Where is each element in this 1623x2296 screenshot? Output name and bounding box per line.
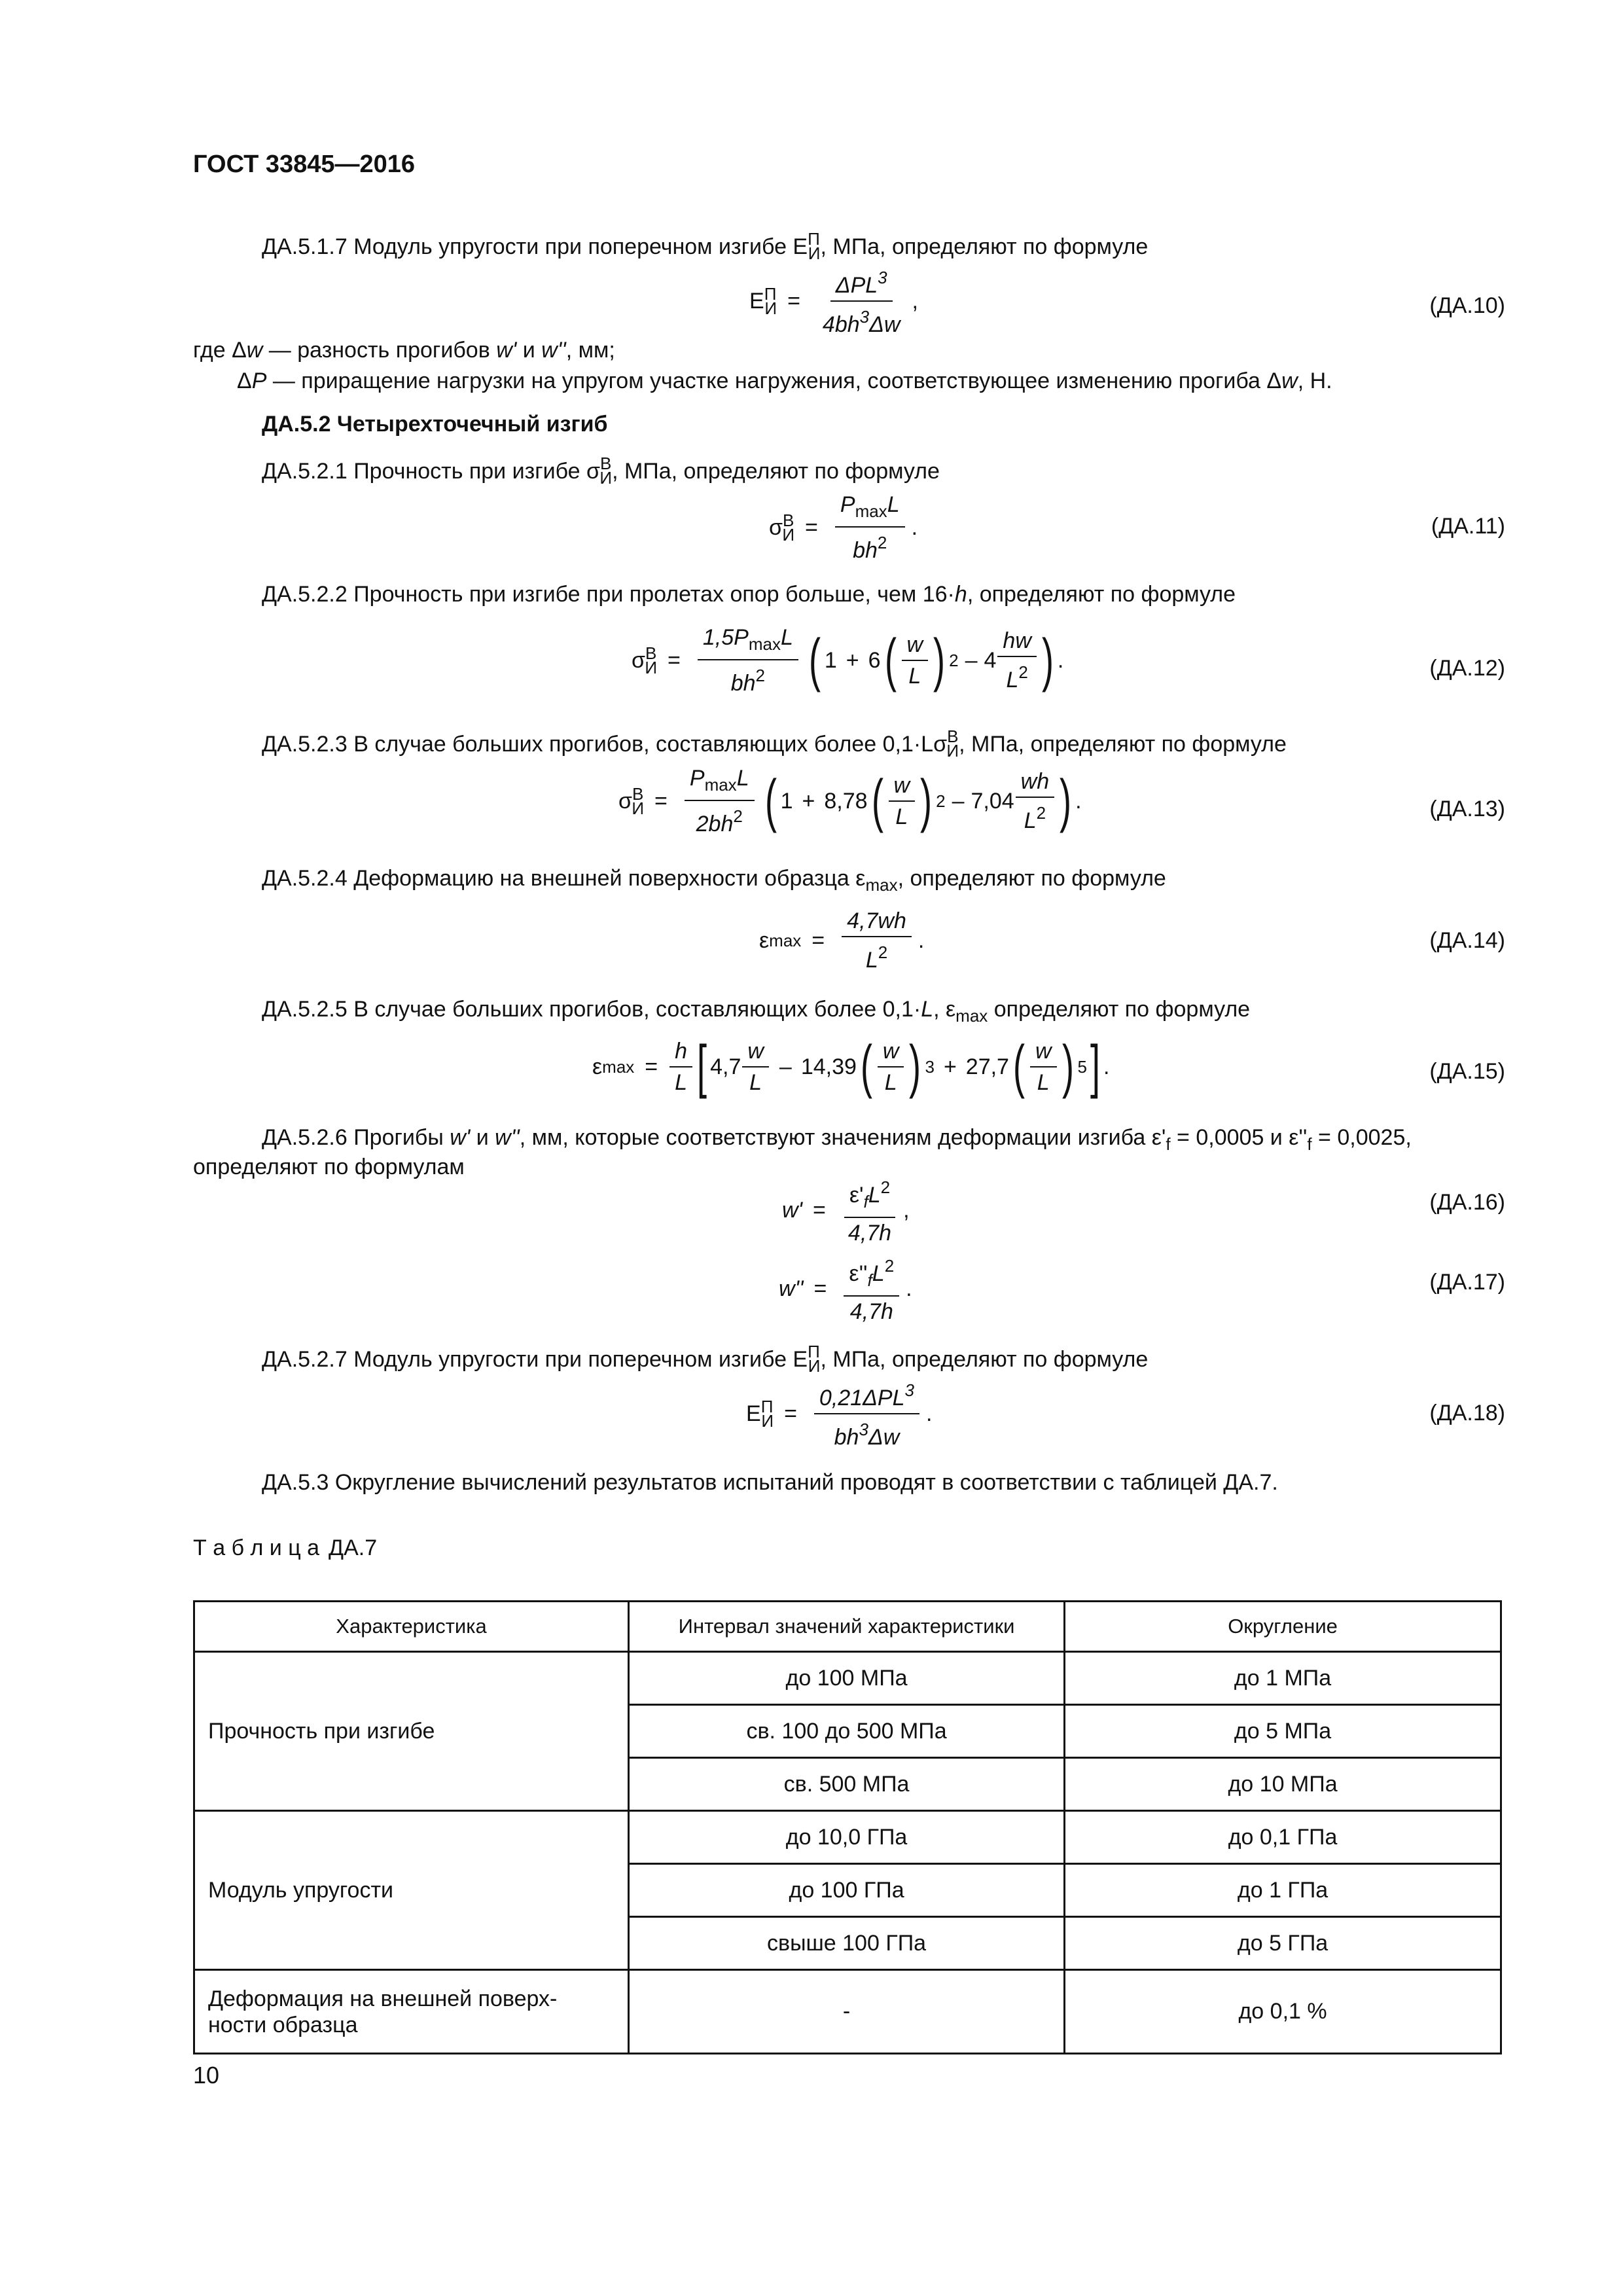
lhs: Е: [746, 1401, 761, 1426]
sup: В: [600, 454, 612, 473]
sup: П: [808, 229, 820, 249]
sub: И: [632, 798, 645, 818]
text: ДА.5.2.4 Деформацию на внешней поверхности образца ε: [262, 866, 866, 891]
paren-close: ): [1041, 628, 1054, 693]
sup: П: [760, 1396, 774, 1416]
n-pow: 2: [880, 1177, 891, 1197]
punct: .: [1103, 1054, 1110, 1079]
denominator: L: [895, 804, 908, 829]
lhs-indices: [645, 643, 657, 678]
equals-sign: =: [654, 788, 668, 814]
punct: .: [906, 1276, 912, 1301]
n-sub: max: [855, 501, 887, 521]
n: P: [840, 492, 855, 517]
eq-number-da-10: (ДА.10): [1429, 293, 1505, 318]
numerator: [830, 265, 893, 302]
n: 0,21ΔPL: [819, 1386, 905, 1410]
lhs: ε: [592, 1054, 603, 1079]
page-number: 10: [193, 2062, 220, 2089]
paragraph-da-5-2-7: [262, 1338, 1148, 1379]
n-sub: max: [748, 634, 781, 654]
numerator: [844, 1175, 895, 1218]
header-characteristic: Характеристика: [194, 1602, 629, 1652]
eq-number-da-12: (ДА.12): [1429, 656, 1505, 681]
sub: И: [764, 298, 777, 318]
n: ε'': [849, 1261, 868, 1286]
equals-sign: =: [812, 927, 825, 953]
d: L: [1006, 668, 1019, 692]
t: w: [1281, 368, 1298, 393]
cell-rounding: до 5 ГПа: [1065, 1917, 1501, 1970]
punct: .: [1057, 647, 1064, 673]
name-line-1: Деформация на внешней поверх-: [208, 1986, 558, 2011]
lhs-indices: [764, 284, 777, 319]
fraction-w-L: [902, 632, 929, 689]
text: ДА.5.2.2 Прочность при изгибе при пролетах опор больше, чем 16·: [262, 582, 955, 607]
text-tail: , МПа, определяют по формуле: [612, 459, 940, 484]
coef: 4: [984, 647, 997, 673]
lhs: w'': [779, 1276, 804, 1301]
plus: +: [943, 1054, 957, 1079]
one: 1: [824, 647, 837, 673]
formula-da-11: [769, 492, 918, 563]
d-pow: 2: [755, 666, 766, 685]
numerator: w: [1030, 1039, 1057, 1067]
fraction: [814, 1378, 919, 1450]
formula-da-18: [746, 1378, 932, 1450]
text-tail: определяют по формуле: [988, 997, 1251, 1022]
punct: .: [1075, 788, 1082, 814]
eq-number-da-15: (ДА.15): [1429, 1059, 1505, 1084]
n: L: [872, 1261, 885, 1286]
paren-open-2: (: [871, 768, 883, 834]
numerator: w: [878, 1039, 904, 1067]
fraction-w-L-3: [1030, 1039, 1057, 1095]
numerator: 4,7wh: [842, 908, 912, 937]
plus: +: [846, 647, 859, 673]
pow: 3: [859, 307, 870, 327]
eq-number-da-16: (ДА.16): [1429, 1190, 1505, 1215]
lhs-indices: [783, 511, 794, 545]
cell-rounding: до 10 МПа: [1065, 1758, 1501, 1811]
d-pow: 3: [859, 1420, 868, 1439]
minus: –: [952, 788, 965, 814]
denominator: L: [675, 1070, 688, 1095]
section-title-da-5-2: ДА.5.2 Четырехточечный изгиб: [262, 412, 608, 437]
sub: f: [1307, 1134, 1312, 1154]
numerator: w: [889, 773, 916, 802]
rounding-table: [193, 1600, 1502, 2054]
t: ДА.5.2.6 Прогибы: [262, 1125, 450, 1150]
paragraph-da-5-2-3: [262, 723, 1287, 764]
punct: ,: [912, 288, 918, 314]
t: = 0,0025,: [1311, 1125, 1412, 1150]
cell-rounding: до 1 МПа: [1065, 1652, 1501, 1705]
numerator: h: [669, 1039, 692, 1067]
numerator: wh: [1016, 769, 1054, 798]
sub: И: [946, 741, 959, 761]
n: 1,5P: [702, 625, 749, 650]
header-rounding: Округление: [1065, 1602, 1501, 1652]
cell-interval: до 100 МПа: [629, 1652, 1065, 1705]
coef: 7,04: [971, 788, 1014, 814]
text: ДА.5.2.5 В случае больших прогибов, составляющих более 0,1·: [262, 997, 921, 1022]
n-pow: 3: [904, 1380, 914, 1400]
fraction-w-L: [889, 773, 916, 829]
cell-interval: св. 100 до 500 МПа: [629, 1705, 1065, 1758]
fraction: [842, 908, 912, 973]
denominator: 4,7h: [847, 1221, 892, 1246]
sup-sub: [808, 226, 820, 266]
cell-group-modulus: Модуль упругости: [194, 1811, 629, 1970]
t: и: [470, 1125, 495, 1150]
where-line-1: [193, 337, 615, 363]
document-id: ГОСТ 33845—2016: [193, 151, 416, 178]
formula-da-17: [779, 1253, 912, 1324]
cell-interval: до 10,0 ГПа: [629, 1811, 1065, 1864]
pow: 2: [936, 791, 946, 811]
table-header-row: [194, 1602, 1501, 1652]
one: 1: [780, 788, 793, 814]
punct: ,: [903, 1197, 910, 1223]
n: ε': [849, 1183, 864, 1208]
caption-label: Т а б л и ц а: [193, 1535, 320, 1560]
t: w'': [495, 1125, 520, 1150]
eq-number-da-17: (ДА.17): [1429, 1270, 1505, 1295]
paragraph-da-5-2-2: [262, 581, 1236, 607]
minus: –: [779, 1054, 792, 1079]
formula-da-16: [782, 1175, 910, 1246]
denominator: [847, 528, 892, 563]
sub: И: [808, 243, 821, 263]
paragraph-da-5-2-4: [262, 865, 1166, 898]
t: w'': [541, 338, 566, 363]
fraction-w-L-2: [878, 1039, 904, 1095]
equals-sign: =: [805, 514, 818, 540]
paragraph-da-5-3: ДА.5.3 Округление вычислений результатов испытаний проводят в соответствии с таблицей ДА.7.: [262, 1470, 1278, 1495]
t: w': [450, 1125, 471, 1150]
d: Δw: [868, 1425, 900, 1450]
sub: И: [599, 468, 613, 488]
fraction-w-L: [742, 1039, 769, 1095]
caption-number: ДА.7: [329, 1535, 378, 1560]
eq-number-da-11: (ДА.11): [1431, 514, 1505, 539]
den: 4bh: [822, 312, 860, 337]
paren-open: (: [808, 628, 821, 693]
fraction: [844, 1253, 899, 1324]
text-tail: , определяют по формуле: [897, 866, 1166, 891]
paren-open-3: (: [1012, 1034, 1025, 1100]
n: P: [689, 766, 705, 791]
coef: 27,7: [965, 1054, 1009, 1079]
coef: 8,78: [824, 788, 868, 814]
numerator: [698, 625, 798, 660]
d: bh: [834, 1425, 859, 1450]
paren-close: ): [1060, 768, 1072, 834]
t: и: [516, 338, 542, 363]
fraction: [685, 766, 755, 836]
sub: max: [865, 875, 898, 895]
denominator: L: [749, 1070, 762, 1095]
equals-sign: =: [645, 1054, 658, 1079]
sup: П: [764, 283, 777, 304]
numerator: hw: [997, 628, 1036, 657]
paren-close-2: ): [933, 628, 946, 693]
d: bh: [853, 538, 878, 563]
text: ДА.5.2.7 Модуль упругости при поперечном изгибе Е: [262, 1347, 808, 1372]
eq-number-da-13: (ДА.13): [1429, 797, 1505, 821]
t: = 0,0005 и ε'': [1170, 1125, 1308, 1150]
equals-sign: =: [813, 1197, 826, 1223]
equals-sign: =: [787, 288, 800, 314]
sup-sub: [808, 1338, 820, 1379]
numerator: [835, 492, 905, 528]
coef: 6: [868, 647, 881, 673]
n-sub: f: [867, 1270, 872, 1290]
n-sub: f: [863, 1192, 868, 1211]
paren-close: ): [909, 1034, 921, 1100]
text-tail: , МПа, определяют по формуле: [820, 234, 1149, 259]
sub: И: [808, 1356, 821, 1376]
paragraph-da-5-2-6: [262, 1124, 1412, 1157]
paren-open: (: [860, 1034, 872, 1100]
fraction: [835, 492, 905, 563]
coef: 14,39: [800, 1054, 857, 1079]
cell-interval: св. 500 МПа: [629, 1758, 1065, 1811]
lhs: σ: [618, 788, 632, 814]
text: ДА.5.2.1 Прочность при изгибе σ: [262, 459, 601, 484]
t: — приращение нагрузки на упругом участке нагружения, соответствующее изменению прогиба: [266, 368, 1267, 393]
n-pow: 2: [884, 1256, 895, 1276]
lhs: σ: [769, 514, 783, 540]
t: w: [246, 338, 263, 363]
paren-open: (: [764, 768, 777, 834]
coef: 4,7: [710, 1054, 741, 1079]
n-sub: max: [704, 775, 737, 795]
t: w': [496, 338, 517, 363]
bracket-close: ]: [1090, 1034, 1100, 1100]
var: L: [921, 997, 934, 1022]
paragraph-da-5-2-5: [262, 996, 1250, 1029]
sub: И: [645, 657, 658, 677]
fraction-wh-L2: [1016, 769, 1054, 833]
t: Δ: [232, 338, 247, 363]
t: , мм;: [565, 338, 615, 363]
cell-interval: -: [629, 1970, 1065, 2054]
formula-da-13: [618, 766, 1082, 836]
denominator: 4,7h: [849, 1299, 893, 1324]
num: ΔPL: [835, 273, 878, 298]
denominator: L: [908, 664, 921, 689]
sup: В: [632, 783, 644, 804]
pow: 3: [878, 268, 887, 287]
cell-rounding: до 0,1 ГПа: [1065, 1811, 1501, 1864]
eq-number-da-18: (ДА.18): [1429, 1401, 1505, 1426]
lhs-sub: max: [769, 930, 802, 950]
where-line-2: [237, 368, 1332, 394]
pow: 2: [949, 650, 959, 670]
t: Δ: [1266, 368, 1282, 393]
text-tail: , МПа, определяют по формуле: [820, 1347, 1149, 1372]
denominator: [1019, 798, 1051, 833]
lhs-sub: max: [602, 1056, 635, 1077]
sup: В: [645, 643, 657, 663]
eq-number-da-14: (ДА.14): [1429, 928, 1505, 953]
paren-open-2: (: [884, 628, 897, 693]
t: P: [251, 368, 267, 393]
formula-da-14: [759, 908, 924, 973]
name-line-2: ности образца: [208, 2012, 358, 2037]
d: 2bh: [696, 812, 734, 836]
paragraph-da-5-2-6-line2: определяют по формулам: [193, 1155, 465, 1179]
fraction: [843, 1175, 897, 1246]
d: L: [865, 948, 878, 973]
numerator: w: [742, 1039, 769, 1067]
d-pow: 2: [877, 533, 887, 552]
text-tail: , определяют по формуле: [967, 582, 1236, 607]
punct: .: [911, 514, 918, 540]
cell-rounding: до 1 ГПа: [1065, 1864, 1501, 1917]
t: — разность прогибов: [262, 338, 497, 363]
sup-sub: [947, 723, 959, 764]
n: L: [887, 492, 900, 517]
cell-rounding: до 0,1 %: [1065, 1970, 1501, 2054]
punct: .: [918, 927, 925, 953]
sub: И: [761, 1410, 774, 1431]
t: где: [193, 338, 232, 363]
d-pow: 2: [733, 806, 743, 826]
paragraph-da-5-2-1: [262, 450, 940, 491]
table-row: [194, 1811, 1501, 1864]
table-row: [194, 1652, 1501, 1705]
t: , мм, которые соответствуют значениям деформации изгиба ε': [519, 1125, 1166, 1150]
fraction-hw-L2: [997, 628, 1036, 692]
cell-rounding: до 5 МПа: [1065, 1705, 1501, 1758]
text: ДА.5.2.3 В случае больших прогибов, составляющих более 0,1·Lσ: [262, 732, 948, 757]
text-mid: , ε: [933, 997, 956, 1022]
equals-sign: =: [668, 647, 681, 673]
denominator: [1001, 657, 1033, 692]
header-interval: Интервал значений характеристики: [629, 1602, 1065, 1652]
paragraph-da-5-1-7: [262, 226, 1148, 266]
sup: В: [782, 510, 794, 530]
table-row: [194, 1970, 1501, 2054]
equals-sign: =: [784, 1401, 797, 1426]
paren-close-2: ): [920, 768, 933, 834]
numerator: [685, 766, 755, 801]
sub: max: [955, 1006, 988, 1026]
text-tail: , МПа, определяют по формуле: [959, 732, 1287, 757]
minus: –: [965, 647, 978, 673]
denominator: [817, 302, 906, 337]
den: Δw: [869, 312, 901, 337]
table-caption: [193, 1535, 377, 1561]
numerator: [814, 1378, 919, 1414]
paren-close-3: ): [1061, 1034, 1074, 1100]
fraction: [817, 265, 906, 337]
denominator: [726, 660, 770, 696]
lhs: σ: [632, 647, 645, 673]
formula-da-12: [632, 625, 1063, 696]
t: , Н.: [1297, 368, 1332, 393]
d: bh: [730, 671, 756, 696]
d: L: [1024, 808, 1037, 833]
t: Δ: [237, 368, 252, 393]
cell-interval: свыше 100 ГПа: [629, 1917, 1065, 1970]
pow: 5: [1077, 1056, 1087, 1077]
n: L: [780, 625, 793, 650]
cell-group-strength: Прочность при изгибе: [194, 1652, 629, 1811]
numerator: [844, 1253, 899, 1297]
denominator: L: [884, 1070, 897, 1095]
sub: f: [1166, 1134, 1171, 1154]
lhs-indices: [761, 1397, 774, 1431]
d-pow: 2: [1036, 803, 1046, 823]
sup: П: [808, 1342, 820, 1361]
formula-da-10: [749, 265, 918, 337]
punct: .: [925, 1401, 933, 1426]
sup: В: [947, 726, 959, 746]
pow: 3: [925, 1056, 935, 1077]
bracket-open: [: [697, 1034, 707, 1100]
n: L: [736, 766, 749, 791]
sub: И: [782, 524, 795, 545]
denominator: [861, 937, 893, 973]
fraction-h-L: [669, 1039, 692, 1095]
d-pow: 2: [1018, 662, 1028, 682]
sup-sub: [600, 450, 612, 491]
d-pow: 2: [878, 942, 888, 962]
n: L: [868, 1183, 881, 1208]
cell-interval: до 100 ГПа: [629, 1864, 1065, 1917]
numerator: w: [902, 632, 929, 661]
lhs: w': [782, 1197, 803, 1223]
denominator: [829, 1414, 905, 1450]
lhs: Е: [749, 288, 764, 314]
var: h: [954, 582, 967, 607]
denominator: L: [1037, 1070, 1050, 1095]
fraction: [698, 625, 798, 696]
text: ДА.5.1.7 Модуль упругости при поперечном изгибе Е: [262, 234, 808, 259]
lhs-indices: [632, 784, 644, 819]
cell-group-deformation: [194, 1970, 629, 2054]
denominator: [691, 801, 748, 836]
plus: +: [802, 788, 815, 814]
formula-da-15: [592, 1034, 1110, 1100]
lhs: ε: [759, 927, 770, 953]
equals-sign: =: [813, 1276, 827, 1301]
